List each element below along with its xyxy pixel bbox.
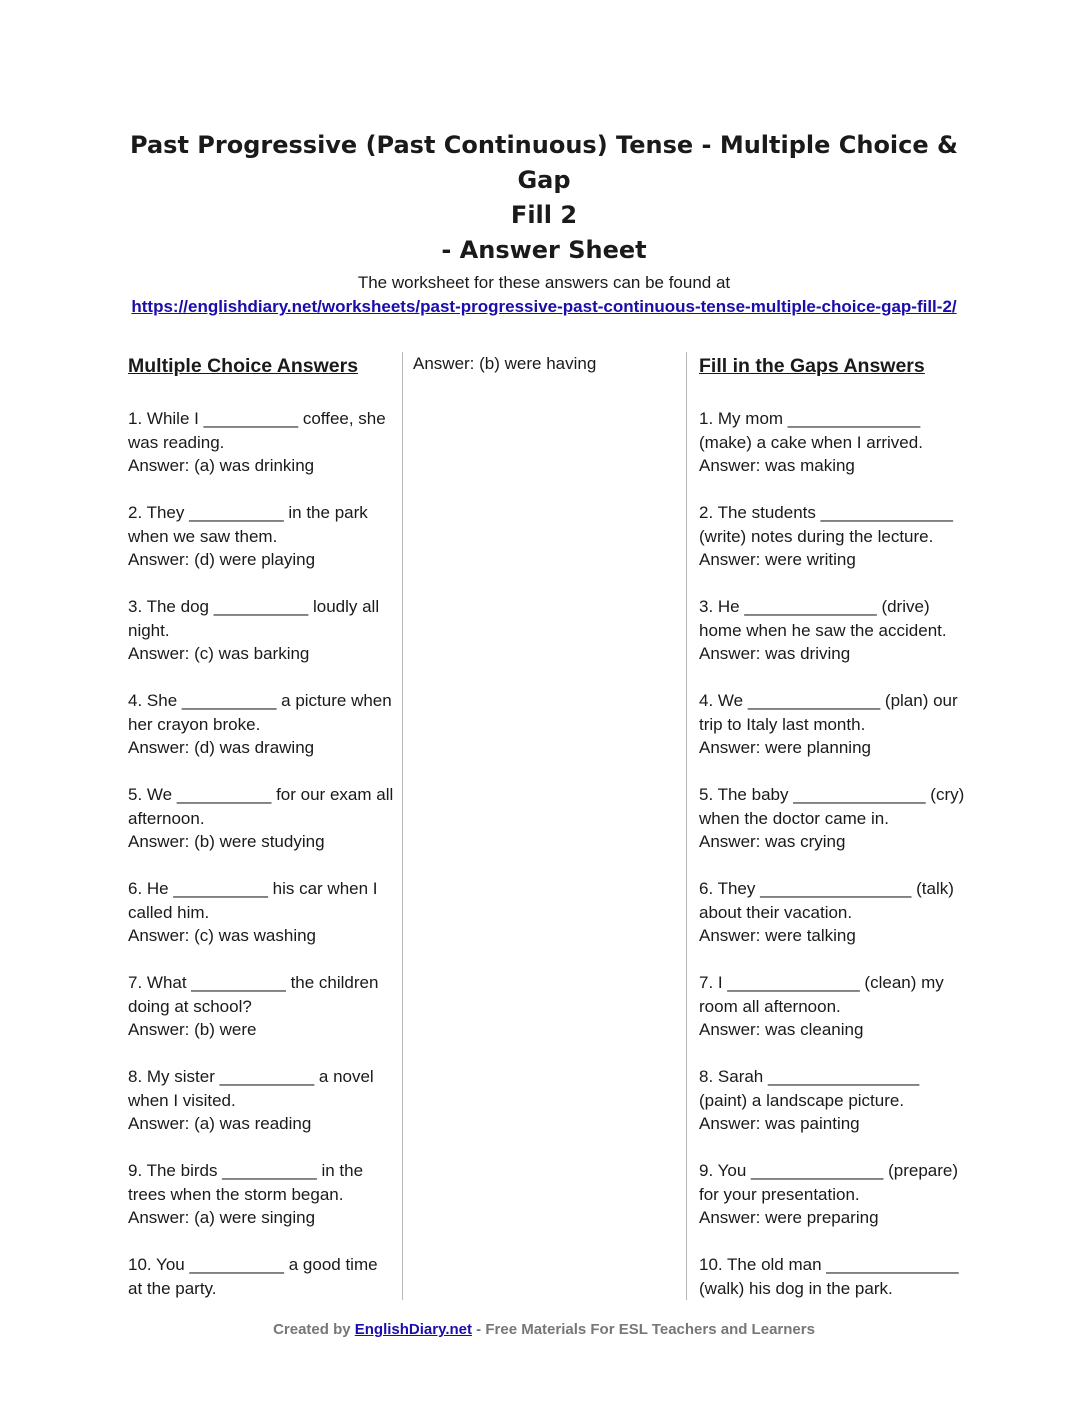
question-item	[699, 783, 967, 854]
answer-text: Answer: (a) were singing	[128, 1208, 316, 1227]
question-text: 4. She __________ a picture when her crayon broke.	[128, 691, 392, 734]
answer-text: Answer: (c) was barking	[128, 644, 310, 663]
footer-suffix: - Free Materials For ESL Teachers and Learners	[472, 1321, 815, 1338]
question-item	[699, 877, 967, 948]
answer-text: Answer: was driving	[699, 644, 851, 663]
column-divider	[402, 352, 403, 1300]
page-title	[120, 128, 968, 268]
fill-gaps-heading: Fill in the Gaps Answers	[699, 355, 925, 377]
multiple-choice-list	[128, 407, 394, 1300]
question-item	[699, 689, 967, 760]
question-item	[699, 971, 967, 1042]
question-item	[699, 1159, 967, 1230]
question-text: 5. The baby ______________ (cry) when the doctor came in.	[699, 785, 965, 828]
question-text: 8. Sarah ________________ (paint) a landscape picture.	[699, 1067, 920, 1110]
question-item	[128, 1159, 394, 1230]
fill-gaps-column	[699, 352, 967, 1324]
answer-text: Answer: were writing	[699, 550, 856, 569]
question-text: 2. The students ______________ (write) notes during the lecture.	[699, 503, 953, 546]
question-item	[699, 1253, 967, 1300]
answer-text: Answer: (a) was drinking	[128, 456, 315, 475]
question-text: 10. You __________ a good time at the party.	[128, 1255, 378, 1298]
answer-text: Answer: (d) were playing	[128, 550, 316, 569]
question-text: 2. They __________ in the park when we saw them.	[128, 503, 368, 546]
continued-column	[413, 352, 675, 376]
answer-text: Answer: (c) was washing	[128, 926, 317, 945]
question-item	[699, 501, 967, 572]
answer-text: Answer: was painting	[699, 1114, 860, 1133]
question-text: 10. The old man ______________ (walk) his dog in the park.	[699, 1255, 959, 1298]
question-text: 5. We __________ for our exam all afternoon.	[128, 785, 394, 828]
answer-text: Answer: were talking	[699, 926, 856, 945]
footer	[0, 1321, 1088, 1338]
answer-text: Answer: (a) was reading	[128, 1114, 312, 1133]
continued-answer: Answer: (b) were having	[413, 354, 597, 373]
answer-text: Answer: (b) were studying	[128, 832, 325, 851]
title-line-1: Past Progressive (Past Continuous) Tense - Multiple Choice & Gap	[130, 131, 958, 194]
question-item	[128, 1065, 394, 1136]
answer-text: Answer: were preparing	[699, 1208, 879, 1227]
multiple-choice-heading: Multiple Choice Answers	[128, 355, 359, 377]
worksheet-link[interactable]: https://englishdiary.net/worksheets/past-progressive-past-continuous-tense-multiple-choice-gap-fill-2/	[131, 297, 957, 316]
answer-text: Answer: (b) were	[128, 1020, 257, 1039]
title-line-2: Fill 2	[510, 201, 578, 229]
answer-text: Answer: was cleaning	[699, 1020, 864, 1039]
question-text: 4. We ______________ (plan) our trip to Italy last month.	[699, 691, 958, 734]
intro-text: The worksheet for these answers can be found at	[357, 273, 731, 292]
question-text: 7. I ______________ (clean) my room all afternoon.	[699, 973, 944, 1016]
question-item	[699, 595, 967, 666]
question-text: 6. He __________ his car when I called him.	[128, 879, 378, 922]
question-item	[699, 1065, 967, 1136]
question-item	[128, 501, 394, 572]
question-text: 9. The birds __________ in the trees when the storm began.	[128, 1161, 364, 1204]
question-item	[128, 1253, 394, 1300]
fill-gaps-list	[699, 407, 967, 1300]
title-line-3: - Answer Sheet	[441, 236, 647, 264]
footer-prefix: Created by	[273, 1321, 355, 1338]
question-item	[128, 407, 394, 478]
question-item	[128, 783, 394, 854]
question-text: 3. He ______________ (drive) home when he saw the accident.	[699, 597, 947, 640]
question-item	[128, 971, 394, 1042]
worksheet-header	[120, 128, 968, 319]
question-text: 6. They ________________ (talk) about their vacation.	[699, 879, 954, 922]
question-text: 1. While I __________ coffee, she was reading.	[128, 409, 386, 452]
question-item	[699, 407, 967, 478]
answer-text: Answer: was crying	[699, 832, 846, 851]
answer-text: Answer: were planning	[699, 738, 871, 757]
question-text: 7. What __________ the children doing at school?	[128, 973, 379, 1016]
question-text: 9. You ______________ (prepare) for your presentation.	[699, 1161, 959, 1204]
answer-text: Answer: (d) was drawing	[128, 738, 315, 757]
multiple-choice-column	[128, 352, 394, 1324]
question-text: 1. My mom ______________ (make) a cake when I arrived.	[699, 409, 923, 452]
question-item	[128, 877, 394, 948]
question-text: 8. My sister __________ a novel when I visited.	[128, 1067, 374, 1110]
question-text: 3. The dog __________ loudly all night.	[128, 597, 380, 640]
question-item	[128, 595, 394, 666]
footer-site-link[interactable]: EnglishDiary.net	[354, 1321, 473, 1338]
column-divider	[686, 352, 687, 1300]
question-item	[128, 689, 394, 760]
answer-text: Answer: was making	[699, 456, 855, 475]
